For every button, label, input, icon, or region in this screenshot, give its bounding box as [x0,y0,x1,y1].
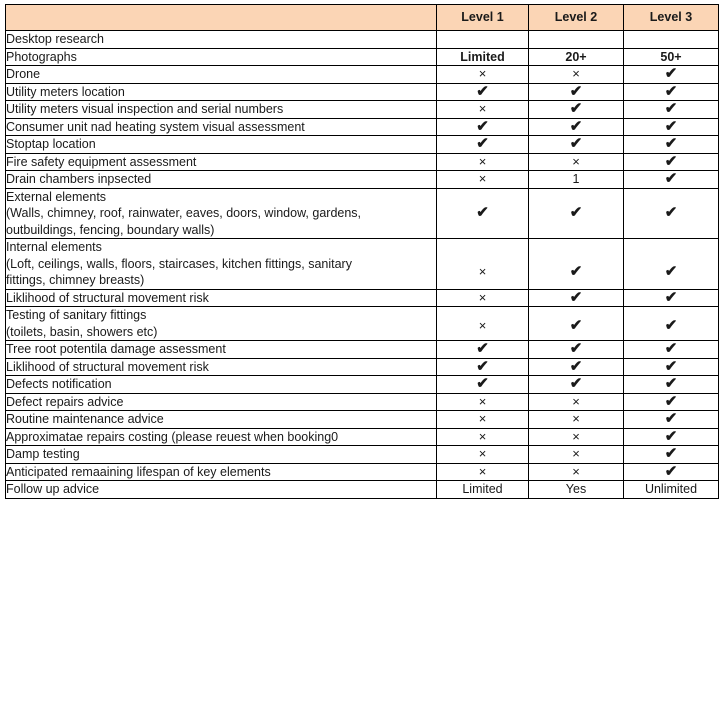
feature-label-line: Follow up advice [6,482,100,496]
cross-icon: × [478,463,487,479]
value-cell-level-3 [624,48,719,66]
value-cell-level-1 [437,481,529,499]
feature-label-cell [6,239,437,290]
value-cell-level-2 [529,289,624,307]
value-cell-level-2 [529,341,624,359]
cross-icon: × [478,264,487,279]
check-icon: ✔ [569,316,583,334]
check-icon: ✔ [664,462,678,480]
feature-label-cell [6,411,437,429]
value-cell-level-3 [624,118,719,136]
check-icon: ✔ [569,204,583,221]
table-row [6,289,719,307]
feature-label-cell [6,358,437,376]
value-cell-level-2 [529,171,624,189]
value-cell-level-3 [624,66,719,84]
value-cell-level-2 [529,101,624,119]
value-cell-level-3 [624,31,719,49]
table-row [6,446,719,464]
table-row [6,101,719,119]
check-icon: ✔ [664,340,678,357]
check-icon: ✔ [664,316,678,334]
value-cell-level-2 [529,31,624,49]
check-icon: ✔ [664,357,678,375]
check-icon: ✔ [569,263,583,280]
check-icon: ✔ [664,152,678,170]
value-cell-level-3 [624,376,719,394]
table-row [6,393,719,411]
value-text: Limited [462,482,503,496]
feature-label-cell [6,66,437,84]
value-cell-level-2 [529,358,624,376]
value-text: Unlimited [644,482,698,496]
value-cell-level-2 [529,188,624,239]
check-icon: ✔ [569,135,583,152]
survey-levels-comparison-table [5,4,719,499]
value-cell-level-3 [624,171,719,189]
value-cell-level-2 [529,48,624,66]
cross-icon: × [572,446,580,461]
value-cell-level-3 [624,411,719,429]
value-cell-level-1 [437,153,529,171]
column-header-feature [6,5,437,31]
feature-label-line: Desktop research [6,32,104,46]
value-cell-level-2 [529,307,624,341]
feature-label-line: Anticipated remaaining lifespan of key elements [6,464,271,479]
value-cell-level-1 [437,118,529,136]
value-cell-level-2 [529,393,624,411]
cross-icon: × [572,153,580,169]
check-icon: ✔ [664,204,678,221]
table-row [6,31,719,49]
feature-label-cell [6,31,437,49]
table-row [6,66,719,84]
feature-label-cell [6,446,437,464]
table-body [6,31,719,499]
check-icon: ✔ [569,288,583,306]
table-row [6,341,719,359]
feature-label-line: Liklihood of structural movement risk [6,290,209,305]
table-row [6,481,719,499]
check-icon: ✔ [476,375,489,392]
table-row [6,239,719,290]
feature-label-line: Fire safety equipment assessment [6,154,197,169]
value-cell-level-3 [624,341,719,359]
feature-label-cell [6,428,437,446]
feature-label-line: Testing of sanitary fittings [6,308,147,322]
check-icon: ✔ [569,82,583,100]
value-cell-level-3 [624,136,719,154]
feature-label-line: Drone [6,67,41,81]
cross-icon: × [478,317,487,333]
check-icon: ✔ [476,135,489,152]
check-icon: ✔ [664,100,678,117]
cross-icon: × [478,289,487,305]
check-icon: ✔ [664,135,678,152]
value-cell-level-1 [437,307,529,341]
feature-label-cell [6,307,437,341]
check-icon: ✔ [476,204,489,221]
value-cell-level-3 [624,239,719,290]
table-row [6,376,719,394]
value-cell-level-3 [624,428,719,446]
feature-label-line: fittings, chimney breasts) [6,273,145,287]
value-cell-level-1 [437,463,529,481]
value-text: Yes [565,482,587,496]
header-row [6,5,719,31]
feature-label-cell [6,463,437,481]
feature-label-line: outbuildings, fencing, boundary walls) [6,222,215,237]
cross-icon: × [572,463,580,479]
value-cell-level-2 [529,428,624,446]
check-icon: ✔ [476,340,489,357]
table-row [6,48,719,66]
check-icon: ✔ [476,82,489,100]
feature-label-cell [6,188,437,239]
feature-label-line: Approximatae repairs costing (please reuest when booking0 [6,429,339,444]
check-icon: ✔ [664,263,678,280]
table-row [6,83,719,101]
value-text: Limited [460,49,505,64]
value-cell-level-3 [624,83,719,101]
check-icon: ✔ [569,357,583,375]
feature-label-cell [6,83,437,101]
column-header-level-3: Level 3 [624,5,719,31]
value-text: 20+ [565,49,587,64]
value-cell-level-1 [437,341,529,359]
check-icon: ✔ [476,117,489,135]
feature-label-line: (Walls, chimney, roof, rainwater, eaves, doors, window, gardens, [6,206,362,220]
check-icon: ✔ [569,340,583,357]
cross-icon: × [478,171,487,186]
table-header [6,5,719,31]
value-cell-level-2 [529,136,624,154]
feature-label-line: Tree root potentila damage assessment [6,342,226,356]
cross-icon: × [572,428,580,444]
value-cell-level-1 [437,393,529,411]
check-icon: ✔ [664,65,678,82]
value-cell-level-1 [437,289,529,307]
value-cell-level-3 [624,446,719,464]
feature-label-line: (Loft, ceilings, walls, floors, staircases, kitchen fittings, sanitary [6,256,352,271]
feature-label-line: Consumer unit nad heating system visual assessment [6,119,305,134]
value-cell-level-3 [624,358,719,376]
feature-label-line: Utility meters location [6,84,125,99]
table-row [6,358,719,376]
value-text: 1 [572,172,580,186]
feature-label-cell [6,153,437,171]
feature-label-cell [6,376,437,394]
table-row [6,463,719,481]
value-cell-level-2 [529,66,624,84]
value-cell-level-3 [624,307,719,341]
feature-label-line: Defect repairs advice [6,394,124,409]
value-cell-level-1 [437,188,529,239]
value-cell-level-1 [437,171,529,189]
value-cell-level-1 [437,83,529,101]
feature-label-line: External elements [6,189,107,204]
value-cell-level-3 [624,289,719,307]
value-cell-level-1 [437,358,529,376]
cross-icon: × [478,101,487,116]
feature-label-line: Internal elements [6,240,102,254]
value-cell-level-2 [529,239,624,290]
table-row [6,411,719,429]
value-cell-level-2 [529,411,624,429]
value-cell-level-1 [437,48,529,66]
cross-icon: × [572,393,580,409]
feature-label-line: Stoptap location [6,137,96,151]
value-cell-level-3 [624,463,719,481]
value-cell-level-3 [624,153,719,171]
cross-icon: × [478,446,487,461]
value-cell-level-3 [624,481,719,499]
feature-label-line: Utility meters visual inspection and serial numbers [6,102,284,116]
feature-label-line: Photographs [6,49,77,64]
feature-label-line: Drain chambers inpsected [6,172,152,186]
feature-label-line: Damp testing [6,447,80,461]
check-icon: ✔ [664,82,678,100]
table-row [6,153,719,171]
value-cell-level-2 [529,376,624,394]
column-header-level-2: Level 2 [529,5,624,31]
check-icon: ✔ [569,375,583,392]
value-cell-level-1 [437,101,529,119]
feature-label-cell [6,289,437,307]
value-cell-level-1 [437,31,529,49]
feature-label-cell [6,118,437,136]
feature-label-cell [6,136,437,154]
cross-icon: × [478,393,487,409]
feature-label-line: Defects notification [6,377,112,391]
table-row [6,118,719,136]
check-icon: ✔ [569,117,583,135]
table-row [6,171,719,189]
check-icon: ✔ [664,170,678,187]
check-icon: ✔ [569,100,583,117]
cross-icon: × [572,66,580,81]
check-icon: ✔ [664,288,678,306]
value-cell-level-3 [624,188,719,239]
check-icon: ✔ [476,357,489,375]
table-row [6,188,719,239]
check-icon: ✔ [664,392,678,410]
value-cell-level-1 [437,136,529,154]
check-icon: ✔ [664,410,678,427]
feature-label-cell [6,341,437,359]
value-cell-level-1 [437,446,529,464]
value-cell-level-3 [624,393,719,411]
feature-label-line: Liklihood of structural movement risk [6,359,209,374]
cross-icon: × [478,411,487,426]
cross-icon: × [478,428,487,444]
check-icon: ✔ [664,375,678,392]
value-cell-level-2 [529,83,624,101]
value-cell-level-1 [437,66,529,84]
feature-label-cell [6,393,437,411]
feature-label-cell [6,101,437,119]
value-cell-level-2 [529,153,624,171]
cross-icon: × [572,411,580,426]
cross-icon: × [478,153,487,169]
cross-icon: × [478,66,487,81]
check-icon: ✔ [664,117,678,135]
feature-label-cell [6,171,437,189]
table-row [6,428,719,446]
check-icon: ✔ [664,427,678,445]
value-cell-level-1 [437,376,529,394]
value-cell-level-3 [624,101,719,119]
value-text: 50+ [660,49,682,64]
value-cell-level-2 [529,481,624,499]
column-header-level-1: Level 1 [437,5,529,31]
value-cell-level-2 [529,118,624,136]
value-cell-level-1 [437,239,529,290]
feature-label-cell [6,48,437,66]
value-cell-level-1 [437,411,529,429]
table-row [6,136,719,154]
feature-label-cell [6,481,437,499]
value-cell-level-1 [437,428,529,446]
value-cell-level-2 [529,463,624,481]
table-row [6,307,719,341]
check-icon: ✔ [664,445,678,462]
value-cell-level-2 [529,446,624,464]
feature-label-line: (toilets, basin, showers etc) [6,324,158,339]
feature-label-line: Routine maintenance advice [6,412,164,426]
